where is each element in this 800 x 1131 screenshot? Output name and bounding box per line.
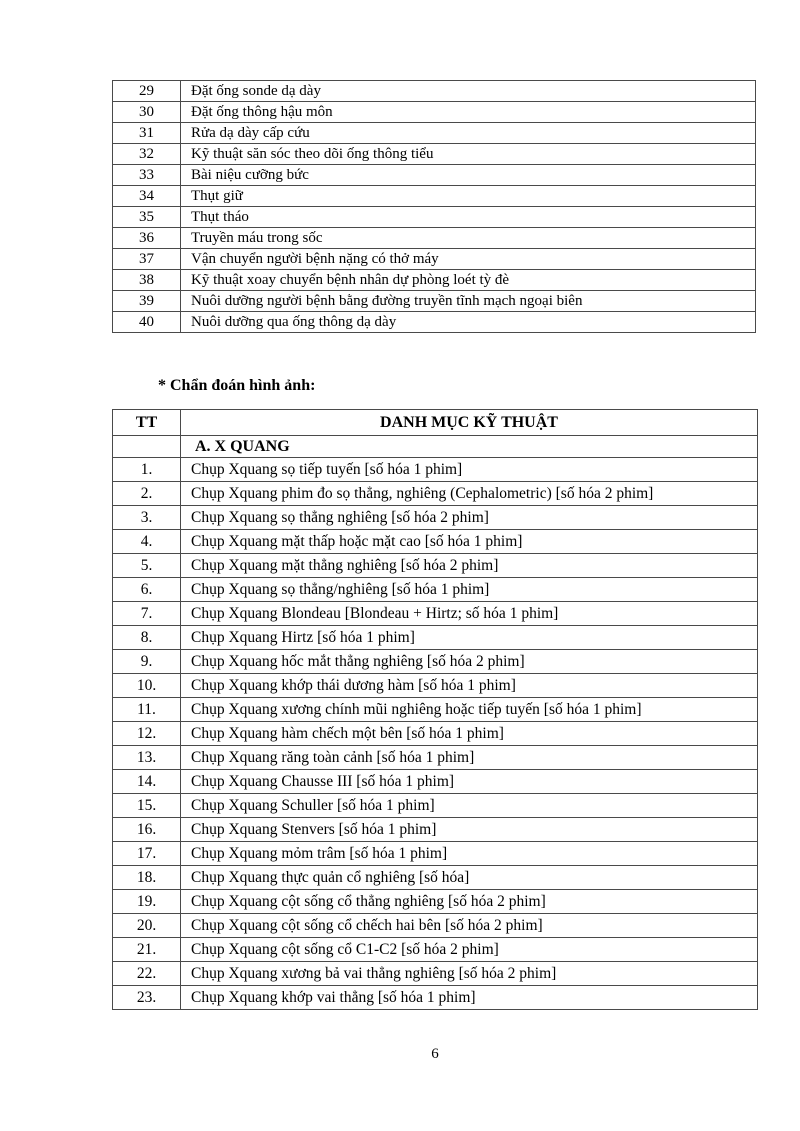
row-number: 10. (113, 674, 181, 698)
table-row (113, 578, 758, 602)
row-number: 38 (113, 270, 181, 291)
table-row (113, 818, 758, 842)
row-number: 13. (113, 746, 181, 770)
row-text: Chụp Xquang khớp thái dương hàm [số hóa 1 phim] (181, 674, 758, 698)
row-text: Chụp Xquang sọ tiếp tuyến [số hóa 1 phim] (181, 458, 758, 482)
row-number: 23. (113, 986, 181, 1010)
row-number: 14. (113, 770, 181, 794)
page-number: 6 (431, 1046, 439, 1062)
row-number: 4. (113, 530, 181, 554)
table-row (113, 102, 756, 123)
table-row (113, 890, 758, 914)
table-row (113, 207, 756, 228)
row-number: 18. (113, 866, 181, 890)
row-number: 3. (113, 506, 181, 530)
row-number: 12. (113, 722, 181, 746)
row-text: Chụp Xquang sọ thẳng/nghiêng [số hóa 1 phim] (181, 578, 758, 602)
row-number: 8. (113, 626, 181, 650)
row-number: 30 (113, 102, 181, 123)
table-header-row (113, 410, 758, 436)
table-row (113, 602, 758, 626)
table-row (113, 291, 756, 312)
table-row (113, 186, 756, 207)
row-text: Chụp Xquang Hirtz [số hóa 1 phim] (181, 626, 758, 650)
row-text: Chụp Xquang cột sống cổ thẳng nghiêng [số hóa 2 phim] (181, 890, 758, 914)
row-text: Truyền máu trong sốc (181, 228, 756, 249)
table-row (113, 770, 758, 794)
row-number: 33 (113, 165, 181, 186)
row-text: Chụp Xquang xương chính mũi nghiêng hoặc tiếp tuyến [số hóa 1 phim] (181, 698, 758, 722)
row-text: Chụp Xquang xương bả vai thẳng nghiêng [số hóa 2 phim] (181, 962, 758, 986)
row-text: Đặt ống sonde dạ dày (181, 81, 756, 102)
table-row (113, 986, 758, 1010)
row-number: 31 (113, 123, 181, 144)
row-number: 16. (113, 818, 181, 842)
table-row (113, 482, 758, 506)
row-text: Chụp Xquang sọ thẳng nghiêng [số hóa 2 phim] (181, 506, 758, 530)
table-row (113, 746, 758, 770)
row-number: 17. (113, 842, 181, 866)
table-row (113, 650, 758, 674)
row-text: Chụp Xquang cột sống cổ chếch hai bên [số hóa 2 phim] (181, 914, 758, 938)
row-number: 39 (113, 291, 181, 312)
row-text: Nuôi dưỡng qua ống thông dạ dày (181, 312, 756, 333)
section-heading-imaging-diagnosis: * Chẩn đoán hình ảnh: (158, 377, 316, 394)
row-text: Chụp Xquang Stenvers [số hóa 1 phim] (181, 818, 758, 842)
row-text: Chụp Xquang hốc mắt thẳng nghiêng [số hóa 2 phim] (181, 650, 758, 674)
row-text: Bài niệu cưỡng bức (181, 165, 756, 186)
table-row (113, 722, 758, 746)
row-text: Rửa dạ dày cấp cứu (181, 123, 756, 144)
table-row (113, 794, 758, 818)
table-row (113, 312, 756, 333)
row-text: Đặt ống thông hậu môn (181, 102, 756, 123)
table-row (113, 962, 758, 986)
row-text: Chụp Xquang Schuller [số hóa 1 phim] (181, 794, 758, 818)
table-row (113, 866, 758, 890)
row-number: 40 (113, 312, 181, 333)
table-row (113, 938, 758, 962)
table-row (113, 674, 758, 698)
table-row (113, 842, 758, 866)
row-text: Chụp Xquang Chausse III [số hóa 1 phim] (181, 770, 758, 794)
table-row (113, 165, 756, 186)
row-text: Thụt tháo (181, 207, 756, 228)
table-row (113, 81, 756, 102)
row-text: Chụp Xquang phim đo sọ thẳng, nghiêng (Cephalometric) [số hóa 2 phim] (181, 482, 758, 506)
nursing-procedures-table (112, 80, 756, 333)
row-text: Chụp Xquang cột sống cổ C1-C2 [số hóa 2 phim] (181, 938, 758, 962)
row-text: Chụp Xquang răng toàn cảnh [số hóa 1 phim] (181, 746, 758, 770)
table-row (113, 698, 758, 722)
row-number: 29 (113, 81, 181, 102)
row-number: 7. (113, 602, 181, 626)
row-number: 37 (113, 249, 181, 270)
row-number: 36 (113, 228, 181, 249)
row-text: Kỹ thuật xoay chuyển bệnh nhân dự phòng loét tỳ đè (181, 270, 756, 291)
table-row (113, 144, 756, 165)
table-row (113, 554, 758, 578)
row-text: Chụp Xquang mặt thấp hoặc mặt cao [số hóa 1 phim] (181, 530, 758, 554)
table-row (113, 270, 756, 291)
table-section-row (113, 436, 758, 458)
row-text: Vận chuyển người bệnh nặng có thở máy (181, 249, 756, 270)
row-number: 20. (113, 914, 181, 938)
row-text: Chụp Xquang khớp vai thẳng [số hóa 1 phim] (181, 986, 758, 1010)
table-row (113, 458, 758, 482)
row-number: 22. (113, 962, 181, 986)
row-number: 5. (113, 554, 181, 578)
table-row (113, 530, 758, 554)
row-number: 21. (113, 938, 181, 962)
row-number: 34 (113, 186, 181, 207)
row-number: 15. (113, 794, 181, 818)
row-text: Chụp Xquang mặt thẳng nghiêng [số hóa 2 phim] (181, 554, 758, 578)
row-text: Kỹ thuật săn sóc theo dõi ống thông tiểu (181, 144, 756, 165)
row-number: 19. (113, 890, 181, 914)
table-row (113, 228, 756, 249)
row-number: 1. (113, 458, 181, 482)
table-row (113, 123, 756, 144)
row-text: Nuôi dưỡng người bệnh bằng đường truyền tĩnh mạch ngoại biên (181, 291, 756, 312)
table-row (113, 249, 756, 270)
imaging-techniques-table (112, 409, 758, 1010)
table-row (113, 914, 758, 938)
row-text: Chụp Xquang thực quản cổ nghiêng [số hóa] (181, 866, 758, 890)
row-number: 32 (113, 144, 181, 165)
row-text: Chụp Xquang Blondeau [Blondeau + Hirtz; số hóa 1 phim] (181, 602, 758, 626)
row-text: Thụt giữ (181, 186, 756, 207)
table-row (113, 626, 758, 650)
row-text: Chụp Xquang hàm chếch một bên [số hóa 1 phim] (181, 722, 758, 746)
column-header-danh-muc: DANH MỤC KỸ THUẬT (181, 410, 758, 436)
row-number: 2. (113, 482, 181, 506)
row-text: Chụp Xquang mỏm trâm [số hóa 1 phim] (181, 842, 758, 866)
row-number: 35 (113, 207, 181, 228)
row-number: 11. (113, 698, 181, 722)
table-row (113, 506, 758, 530)
row-number: 9. (113, 650, 181, 674)
section-row-empty-cell (113, 436, 181, 458)
section-label-xquang: A. X QUANG (181, 436, 758, 458)
column-header-tt: TT (113, 410, 181, 436)
row-number: 6. (113, 578, 181, 602)
